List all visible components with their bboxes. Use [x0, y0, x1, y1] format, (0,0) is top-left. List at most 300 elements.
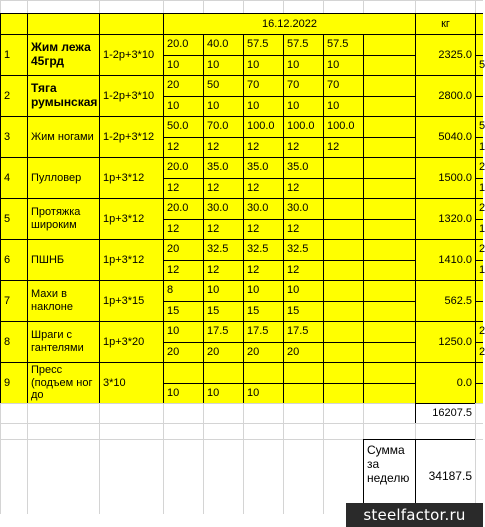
day-total-cell[interactable] [415, 403, 475, 423]
empty-cell[interactable] [243, 439, 283, 514]
reps-cell-text: 10 [247, 386, 260, 399]
empty-cell[interactable] [283, 403, 323, 423]
weight-cell-text: 8 [167, 284, 174, 297]
weight-cell[interactable] [203, 157, 243, 178]
reps-cell-text: 20 [167, 345, 180, 358]
extra-cell-text: 2 [479, 202, 485, 215]
extra-cell[interactable] [475, 219, 483, 240]
extra-cell-text: 2 [479, 243, 485, 256]
reps-cell[interactable] [203, 260, 243, 281]
reps-cell[interactable] [323, 96, 363, 117]
empty-cell[interactable] [323, 403, 363, 423]
reps-cell[interactable] [243, 260, 283, 281]
weight-cell[interactable] [323, 157, 363, 178]
empty-cell[interactable] [99, 0, 163, 13]
exercise-name[interactable] [27, 362, 99, 403]
exercise-scheme[interactable] [99, 157, 163, 198]
weight-cell[interactable] [203, 75, 243, 96]
weight-cell[interactable] [163, 34, 203, 55]
exercise-number[interactable] [0, 34, 27, 75]
weight-cell-text: 100.0 [327, 120, 355, 133]
extra-cell[interactable] [475, 137, 483, 158]
weight-cell[interactable] [203, 321, 243, 342]
extra-cell[interactable] [475, 34, 483, 55]
reps-cell-text: 12 [167, 140, 180, 153]
reps-cell[interactable] [203, 137, 243, 158]
extra-cell[interactable] [475, 362, 483, 383]
weight-cell-text: 17.5 [247, 325, 269, 338]
extra-cell-text: 1 [479, 181, 485, 194]
empty-cell[interactable] [363, 403, 415, 423]
exercise-name-text: Тяга румынская [31, 81, 98, 109]
weight-cell-text: 30.0 [287, 202, 309, 215]
exercise-number-text: 6 [4, 253, 11, 266]
exercise-number-text: 9 [4, 376, 11, 389]
reps-cell[interactable] [323, 219, 363, 240]
exercise-number[interactable] [0, 198, 27, 239]
empty-cell[interactable] [163, 423, 203, 439]
watermark-logo [346, 503, 483, 527]
reps-cell[interactable] [283, 383, 323, 404]
reps-cell[interactable] [283, 260, 323, 281]
exercise-scheme-text: 3*10 [103, 376, 126, 389]
reps-cell-text: 15 [207, 304, 220, 317]
exercise-scheme[interactable] [99, 362, 163, 403]
tonnage-cell-text: 5040.0 [438, 130, 472, 143]
reps-cell[interactable] [243, 383, 283, 404]
reps-cell[interactable] [323, 260, 363, 281]
reps-cell-text: 15 [287, 304, 300, 317]
weight-cell-text: 10 [207, 284, 220, 297]
reps-cell-text: 20 [287, 345, 300, 358]
weight-cell-text: 50.0 [167, 120, 189, 133]
empty-cell[interactable] [0, 403, 27, 423]
exercise-scheme-text: 1-2р+3*10 [103, 89, 155, 102]
extra-cell-text: 1 [479, 263, 485, 276]
reps-cell[interactable] [283, 96, 323, 117]
tonnage-cell[interactable] [415, 157, 475, 198]
reps-cell[interactable] [163, 301, 203, 322]
weight-cell[interactable] [323, 321, 363, 342]
tonnage-cell-text: 1250.0 [438, 335, 472, 348]
weight-cell[interactable] [363, 362, 415, 383]
reps-cell[interactable] [363, 219, 415, 240]
reps-cell-text: 12 [327, 140, 340, 153]
weight-cell[interactable] [363, 34, 415, 55]
tonnage-cell-text: 2325.0 [438, 48, 472, 61]
exercise-scheme[interactable] [99, 75, 163, 116]
weight-cell[interactable] [243, 75, 283, 96]
reps-cell[interactable] [363, 260, 415, 281]
reps-cell-text: 12 [287, 222, 300, 235]
reps-cell-text: 10 [207, 58, 220, 71]
weight-cell[interactable] [243, 116, 283, 137]
reps-cell-text: 10 [207, 386, 220, 399]
weight-cell[interactable] [203, 362, 243, 383]
reps-cell[interactable] [363, 342, 415, 363]
weight-cell-text: 100.0 [247, 120, 275, 133]
empty-cell[interactable] [475, 423, 483, 439]
reps-cell[interactable] [243, 96, 283, 117]
reps-cell[interactable] [163, 96, 203, 117]
reps-cell[interactable] [163, 260, 203, 281]
exercise-scheme-text: 1р+3*12 [103, 212, 145, 225]
weight-cell-text: 70.0 [207, 120, 229, 133]
watermark-text: steelfactor.ru [363, 506, 466, 524]
weight-cell[interactable] [363, 280, 415, 301]
extra-cell[interactable] [475, 301, 483, 322]
empty-cell[interactable] [0, 0, 27, 13]
header-extra-cell[interactable] [475, 13, 483, 34]
empty-cell[interactable] [27, 403, 99, 423]
weight-cell[interactable] [283, 157, 323, 178]
extra-cell[interactable] [475, 198, 483, 219]
weight-cell[interactable] [163, 116, 203, 137]
empty-cell[interactable] [27, 0, 99, 13]
reps-cell[interactable] [163, 178, 203, 199]
extra-cell-text: 2 [479, 325, 485, 338]
weight-cell-text: 20.0 [167, 202, 189, 215]
reps-cell[interactable] [203, 96, 243, 117]
empty-cell[interactable] [243, 423, 283, 439]
exercise-number-text: 5 [4, 212, 11, 225]
empty-cell[interactable] [0, 423, 27, 439]
tonnage-cell-text: 1410.0 [438, 253, 472, 266]
weight-cell[interactable] [243, 34, 283, 55]
reps-cell[interactable] [203, 342, 243, 363]
tonnage-cell[interactable] [415, 362, 475, 403]
reps-cell[interactable] [163, 55, 203, 76]
reps-cell[interactable] [203, 219, 243, 240]
exercise-scheme-text: 1р+3*12 [103, 253, 145, 266]
weight-cell[interactable] [163, 198, 203, 219]
reps-cell-text: 10 [167, 99, 180, 112]
exercise-name-text: ПШНБ [31, 253, 65, 266]
reps-cell[interactable] [163, 383, 203, 404]
reps-cell[interactable] [363, 383, 415, 404]
tonnage-cell[interactable] [415, 198, 475, 239]
weight-cell[interactable] [243, 198, 283, 219]
empty-cell[interactable] [99, 439, 163, 514]
exercise-scheme-text: 1р+3*20 [103, 335, 145, 348]
empty-cell[interactable] [415, 0, 475, 13]
exercise-number[interactable] [0, 362, 27, 403]
weight-cell-text: 57.5 [247, 38, 269, 51]
tonnage-cell[interactable] [415, 116, 475, 157]
day-total-cell-text: 16207.5 [432, 407, 472, 420]
reps-cell[interactable] [283, 219, 323, 240]
empty-cell[interactable] [203, 423, 243, 439]
exercise-scheme[interactable] [99, 239, 163, 280]
exercise-number-text: 1 [4, 48, 11, 61]
extra-cell-text: 1 [479, 140, 485, 153]
exercise-scheme-text: 1р+3*12 [103, 171, 145, 184]
reps-cell-text: 12 [207, 222, 220, 235]
reps-cell[interactable] [163, 219, 203, 240]
weight-cell[interactable] [283, 321, 323, 342]
header-scheme-cell[interactable] [99, 13, 163, 34]
empty-cell[interactable] [243, 0, 283, 13]
weight-cell[interactable] [163, 239, 203, 260]
reps-cell[interactable] [163, 342, 203, 363]
exercise-number[interactable] [0, 239, 27, 280]
exercise-scheme-text: 1-2р+3*12 [103, 130, 155, 143]
header-name-cell[interactable] [27, 13, 99, 34]
reps-cell[interactable] [363, 137, 415, 158]
weight-cell[interactable] [203, 116, 243, 137]
reps-cell[interactable] [283, 178, 323, 199]
tonnage-cell[interactable] [415, 239, 475, 280]
reps-cell-text: 15 [167, 304, 180, 317]
exercise-number[interactable] [0, 75, 27, 116]
exercise-number-text: 8 [4, 335, 11, 348]
weight-cell[interactable] [283, 198, 323, 219]
exercise-number[interactable] [0, 116, 27, 157]
weight-cell[interactable] [363, 239, 415, 260]
exercise-number[interactable] [0, 321, 27, 362]
reps-cell-text: 12 [167, 263, 180, 276]
weight-cell[interactable] [283, 34, 323, 55]
weight-cell-text: 35.0 [287, 161, 309, 174]
reps-cell[interactable] [203, 383, 243, 404]
extra-cell[interactable] [475, 260, 483, 281]
reps-cell[interactable] [243, 55, 283, 76]
weight-cell[interactable] [203, 34, 243, 55]
weight-cell-text: 20.0 [167, 38, 189, 51]
weight-cell[interactable] [283, 75, 323, 96]
extra-cell[interactable] [475, 178, 483, 199]
reps-cell-text: 12 [207, 140, 220, 153]
reps-cell[interactable] [363, 55, 415, 76]
tonnage-cell-text: 0.0 [456, 376, 472, 389]
reps-cell[interactable] [243, 342, 283, 363]
weight-cell[interactable] [323, 239, 363, 260]
weight-cell[interactable] [363, 75, 415, 96]
empty-cell[interactable] [363, 0, 415, 13]
empty-cell[interactable] [203, 439, 243, 514]
extra-cell-text: 5 [479, 58, 485, 71]
extra-cell[interactable] [475, 342, 483, 363]
weight-cell-text: 32.5 [247, 243, 269, 256]
weight-cell[interactable] [163, 362, 203, 383]
extra-cell[interactable] [475, 75, 483, 96]
extra-cell[interactable] [475, 383, 483, 404]
reps-cell-text: 10 [247, 58, 260, 71]
empty-cell[interactable] [283, 439, 323, 514]
date-header[interactable] [163, 13, 415, 34]
unit-header[interactable] [415, 13, 475, 34]
reps-cell[interactable] [243, 137, 283, 158]
reps-cell[interactable] [243, 178, 283, 199]
reps-cell[interactable] [363, 96, 415, 117]
reps-cell-text: 10 [167, 58, 180, 71]
tonnage-cell[interactable] [415, 321, 475, 362]
week-total-cell-text: 34187.5 [428, 469, 472, 484]
extra-cell[interactable] [475, 116, 483, 137]
empty-cell[interactable] [99, 423, 163, 439]
exercise-name[interactable] [27, 157, 99, 198]
weight-cell[interactable] [243, 280, 283, 301]
empty-cell[interactable] [323, 0, 363, 13]
empty-cell[interactable] [283, 0, 323, 13]
weight-cell[interactable] [203, 198, 243, 219]
weight-cell[interactable] [323, 116, 363, 137]
exercise-scheme-text: 1-2р+3*10 [103, 48, 155, 61]
reps-cell-text: 12 [287, 181, 300, 194]
empty-cell[interactable] [0, 439, 27, 514]
tonnage-cell[interactable] [415, 75, 475, 116]
empty-cell[interactable] [203, 403, 243, 423]
extra-cell[interactable] [475, 280, 483, 301]
weight-cell-text: 100.0 [287, 120, 315, 133]
weight-cell[interactable] [203, 280, 243, 301]
reps-cell[interactable] [323, 383, 363, 404]
tonnage-cell-text: 562.5 [444, 294, 472, 307]
reps-cell[interactable] [323, 55, 363, 76]
exercise-number-text: 7 [4, 294, 11, 307]
weight-cell[interactable] [323, 34, 363, 55]
reps-cell-text: 10 [327, 99, 340, 112]
reps-cell[interactable] [323, 178, 363, 199]
empty-cell[interactable] [163, 439, 203, 514]
extra-cell[interactable] [475, 239, 483, 260]
reps-cell[interactable] [163, 137, 203, 158]
reps-cell-text: 12 [207, 263, 220, 276]
reps-cell[interactable] [363, 301, 415, 322]
empty-cell[interactable] [27, 439, 99, 514]
weight-cell[interactable] [363, 198, 415, 219]
reps-cell-text: 12 [167, 222, 180, 235]
weight-cell[interactable] [363, 321, 415, 342]
extra-cell[interactable] [475, 55, 483, 76]
weight-cell-text: 10 [167, 325, 180, 338]
weight-cell[interactable] [283, 362, 323, 383]
weight-cell-text: 20 [167, 243, 180, 256]
extra-cell-text: 1 [479, 222, 485, 235]
exercise-number[interactable] [0, 280, 27, 321]
reps-cell[interactable] [203, 178, 243, 199]
exercise-name[interactable] [27, 239, 99, 280]
tonnage-cell[interactable] [415, 280, 475, 321]
weight-cell-text: 32.5 [207, 243, 229, 256]
empty-cell[interactable] [243, 403, 283, 423]
weight-cell-text: 57.5 [287, 38, 309, 51]
empty-cell[interactable] [27, 423, 99, 439]
weight-cell[interactable] [203, 239, 243, 260]
reps-cell[interactable] [283, 301, 323, 322]
extra-cell[interactable] [475, 321, 483, 342]
reps-cell-text: 10 [167, 386, 180, 399]
weight-cell[interactable] [323, 75, 363, 96]
weight-cell[interactable] [163, 280, 203, 301]
tonnage-cell-text: 2800.0 [438, 89, 472, 102]
exercise-number-text: 4 [4, 171, 11, 184]
exercise-name[interactable] [27, 321, 99, 362]
weight-cell-text: 70 [327, 79, 340, 92]
extra-cell-text: 5 [479, 120, 485, 133]
extra-cell[interactable] [475, 96, 483, 117]
reps-cell[interactable] [243, 219, 283, 240]
weight-cell[interactable] [243, 157, 283, 178]
reps-cell[interactable] [203, 301, 243, 322]
tonnage-cell[interactable] [415, 34, 475, 75]
empty-cell[interactable] [363, 423, 415, 439]
weight-cell-text: 10 [247, 284, 260, 297]
exercise-name[interactable] [27, 116, 99, 157]
empty-cell[interactable] [203, 0, 243, 13]
weight-cell[interactable] [283, 116, 323, 137]
weight-cell[interactable] [243, 321, 283, 342]
exercise-name[interactable] [27, 198, 99, 239]
weight-cell[interactable] [323, 280, 363, 301]
weight-cell-text: 50 [207, 79, 220, 92]
extra-cell-text: 2 [479, 161, 485, 174]
empty-cell[interactable] [475, 403, 483, 423]
empty-cell[interactable] [163, 403, 203, 423]
reps-cell[interactable] [283, 137, 323, 158]
exercise-scheme[interactable] [99, 34, 163, 75]
weight-cell[interactable] [163, 321, 203, 342]
weight-cell[interactable] [163, 157, 203, 178]
weight-cell[interactable] [363, 157, 415, 178]
reps-cell[interactable] [203, 55, 243, 76]
date-header-text: 16.12.2022 [261, 17, 318, 30]
empty-cell[interactable] [323, 423, 363, 439]
weight-cell[interactable] [363, 116, 415, 137]
weight-cell-text: 35.0 [247, 161, 269, 174]
exercise-scheme-text: 1р+3*15 [103, 294, 145, 307]
empty-cell[interactable] [283, 423, 323, 439]
reps-cell[interactable] [283, 55, 323, 76]
weight-cell-text: 17.5 [287, 325, 309, 338]
exercise-name[interactable] [27, 75, 99, 116]
exercise-scheme[interactable] [99, 198, 163, 239]
header-num-cell[interactable] [0, 13, 27, 34]
weight-cell[interactable] [323, 362, 363, 383]
reps-cell[interactable] [363, 178, 415, 199]
weight-cell-text: 30.0 [247, 202, 269, 215]
weight-cell-text: 20 [167, 79, 180, 92]
weight-cell[interactable] [283, 239, 323, 260]
reps-cell[interactable] [323, 342, 363, 363]
weight-cell[interactable] [243, 239, 283, 260]
exercise-scheme[interactable] [99, 280, 163, 321]
exercise-name[interactable] [27, 34, 99, 75]
reps-cell[interactable] [283, 342, 323, 363]
empty-cell[interactable] [163, 0, 203, 13]
exercise-name[interactable] [27, 280, 99, 321]
exercise-name-text: Пулловер [31, 171, 82, 184]
exercise-number[interactable] [0, 157, 27, 198]
extra-cell[interactable] [475, 157, 483, 178]
weight-cell[interactable] [323, 198, 363, 219]
reps-cell[interactable] [323, 137, 363, 158]
reps-cell[interactable] [243, 301, 283, 322]
weight-cell[interactable] [283, 280, 323, 301]
unit-header-text: кг [441, 17, 450, 30]
exercise-scheme[interactable] [99, 116, 163, 157]
weight-cell[interactable] [243, 362, 283, 383]
reps-cell-text: 10 [287, 99, 300, 112]
reps-cell[interactable] [323, 301, 363, 322]
empty-cell[interactable] [475, 0, 483, 13]
exercise-name-text: Махи в наклоне [31, 288, 73, 313]
exercise-scheme[interactable] [99, 321, 163, 362]
empty-cell[interactable] [415, 423, 475, 439]
exercise-name-text: Протяжка широким [31, 206, 81, 231]
weight-cell[interactable] [163, 75, 203, 96]
empty-cell[interactable] [99, 403, 163, 423]
